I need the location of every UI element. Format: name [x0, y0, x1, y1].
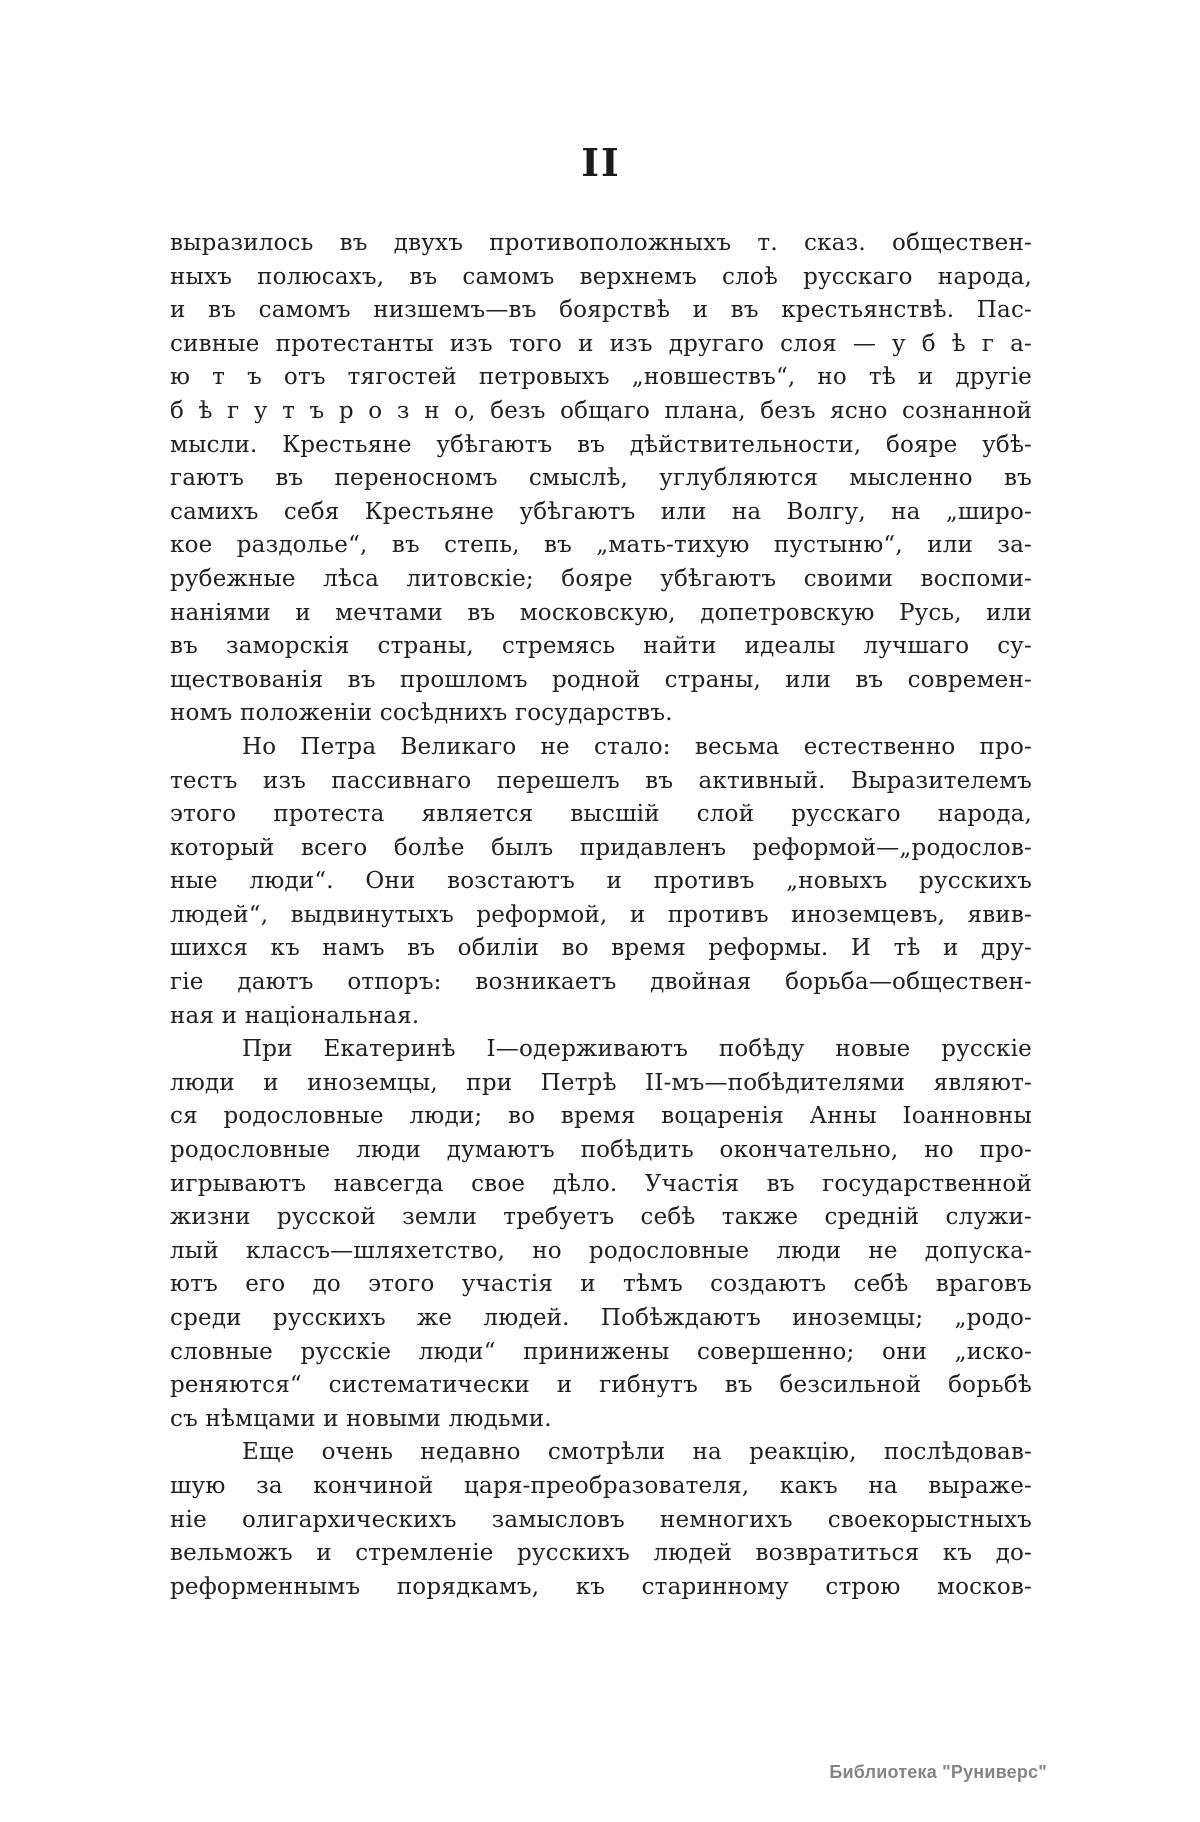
paragraph: [170, 227, 1032, 731]
text-line: сивные протестанты изъ того и изъ другаго слоя — у б ѣ г а-: [170, 330, 1032, 357]
text-line: ная и національная.: [170, 1002, 420, 1029]
text-line: ся родословные люди; во время воцаренія Анны Іоанновны: [170, 1103, 1032, 1130]
text-line: мысли. Крестьяне убѣгаютъ въ дѣйствительности, бояре убѣ-: [170, 431, 1032, 458]
text-line: шую за кончиной царя-преобразователя, какъ на выраже-: [170, 1472, 1032, 1499]
text-line: игрываютъ навсегда свое дѣло. Участія въ государственной: [170, 1170, 1032, 1197]
text-line: номъ положеніи сосѣднихъ государствъ.: [170, 700, 673, 727]
text-line: гіе даютъ отпоръ: возникаетъ двойная борьба—обществен-: [170, 969, 1032, 996]
text-line: и въ самомъ низшемъ—въ боярствѣ и въ крестьянствѣ. Пас-: [170, 297, 1032, 324]
library-watermark: Библиотека "Руниверс": [829, 1762, 1047, 1782]
text-line: кое раздолье“, въ степь, въ „мать-тихую пустыню“, или за-: [170, 532, 1032, 559]
text-line: ществованія въ прошломъ родной страны, или въ современ-: [170, 666, 1032, 693]
text-line: ніе олигархическихъ замысловъ немногихъ своекорыстныхъ: [170, 1506, 1032, 1533]
paragraph: [170, 1436, 1032, 1604]
text-line: Но Петра Великаго не стало: весьма естественно про-: [242, 733, 1032, 760]
text-line: ю т ъ отъ тягостей петровыхъ „новшествъ“, но тѣ и другіе: [170, 364, 1032, 391]
text-line: этого протеста является высшій слой русскаго народа,: [170, 801, 1032, 828]
text-line: который всего болѣе былъ придавленъ реформой—„родослов-: [170, 834, 1032, 861]
text-line: словные русскіе люди“ принижены совершенно; они „иско-: [170, 1338, 1032, 1365]
text-line: лый классъ—шляхетство, но родословные люди не допуска-: [170, 1237, 1032, 1264]
text-line: б ѣ г у т ъ р о з н о, безъ общаго плана, безъ ясно сознанной: [170, 397, 1032, 424]
text-line: Еще очень недавно смотрѣли на реакцію, послѣдовав-: [242, 1439, 1032, 1466]
body-text: [170, 227, 1032, 1604]
text-line: наніями и мечтами въ московскую, допетровскую Русь, или: [170, 599, 1032, 626]
text-line: въ заморскія страны, стремясь найти идеалы лучшаго су-: [170, 633, 1032, 660]
text-line: ныхъ полюсахъ, въ самомъ верхнемъ слоѣ русскаго народа,: [170, 263, 1032, 290]
text-line: вельможъ и стремленіе русскихъ людей возвратиться къ до-: [170, 1540, 1032, 1567]
text-line: При Екатеринѣ I—одерживаютъ побѣду новые русскіе: [242, 1036, 1032, 1063]
text-line: тестъ изъ пассивнаго перешелъ въ активный. Выразителемъ: [170, 767, 1032, 794]
chapter-number-heading: II: [581, 140, 621, 185]
text-line: съ нѣмцами и новыми людьми.: [170, 1405, 552, 1432]
text-line: люди и иноземцы, при Петрѣ II-мъ—побѣдителями являют-: [170, 1069, 1032, 1096]
paragraph: [170, 731, 1032, 1033]
text-line: людей“, выдвинутыхъ реформой, и противъ иноземцевъ, явив-: [170, 901, 1032, 928]
text-line: реформеннымъ порядкамъ, къ старинному строю москов-: [170, 1573, 1032, 1600]
text-line: ные люди“. Они возстаютъ и противъ „новыхъ русскихъ: [170, 868, 1032, 895]
text-line: рубежные лѣса литовскіе; бояре убѣгаютъ своими воспоми-: [170, 565, 1032, 592]
text-line: реняются“ систематически и гибнутъ въ безсильной борьбѣ: [170, 1372, 1032, 1399]
text-line: родословные люди думаютъ побѣдить окончательно, но про-: [170, 1137, 1032, 1164]
text-line: ютъ его до этого участія и тѣмъ создаютъ себѣ враговъ: [170, 1271, 1032, 1298]
text-line: жизни русской земли требуетъ себѣ также средній служи-: [170, 1204, 1032, 1231]
text-line: гаютъ въ переносномъ смыслѣ, углубляются мысленно въ: [170, 465, 1032, 492]
text-line: выразилось въ двухъ противоположныхъ т. сказ. обществен-: [170, 230, 1032, 256]
text-line: самихъ себя Крестьяне убѣгаютъ или на Волгу, на „широ-: [170, 498, 1032, 525]
text-line: шихся къ намъ въ обиліи во время реформы. И тѣ и дру-: [170, 935, 1032, 962]
text-line: среди русскихъ же людей. Побѣждаютъ иноземцы; „родо-: [170, 1305, 1032, 1331]
paragraph: [170, 1033, 1032, 1436]
